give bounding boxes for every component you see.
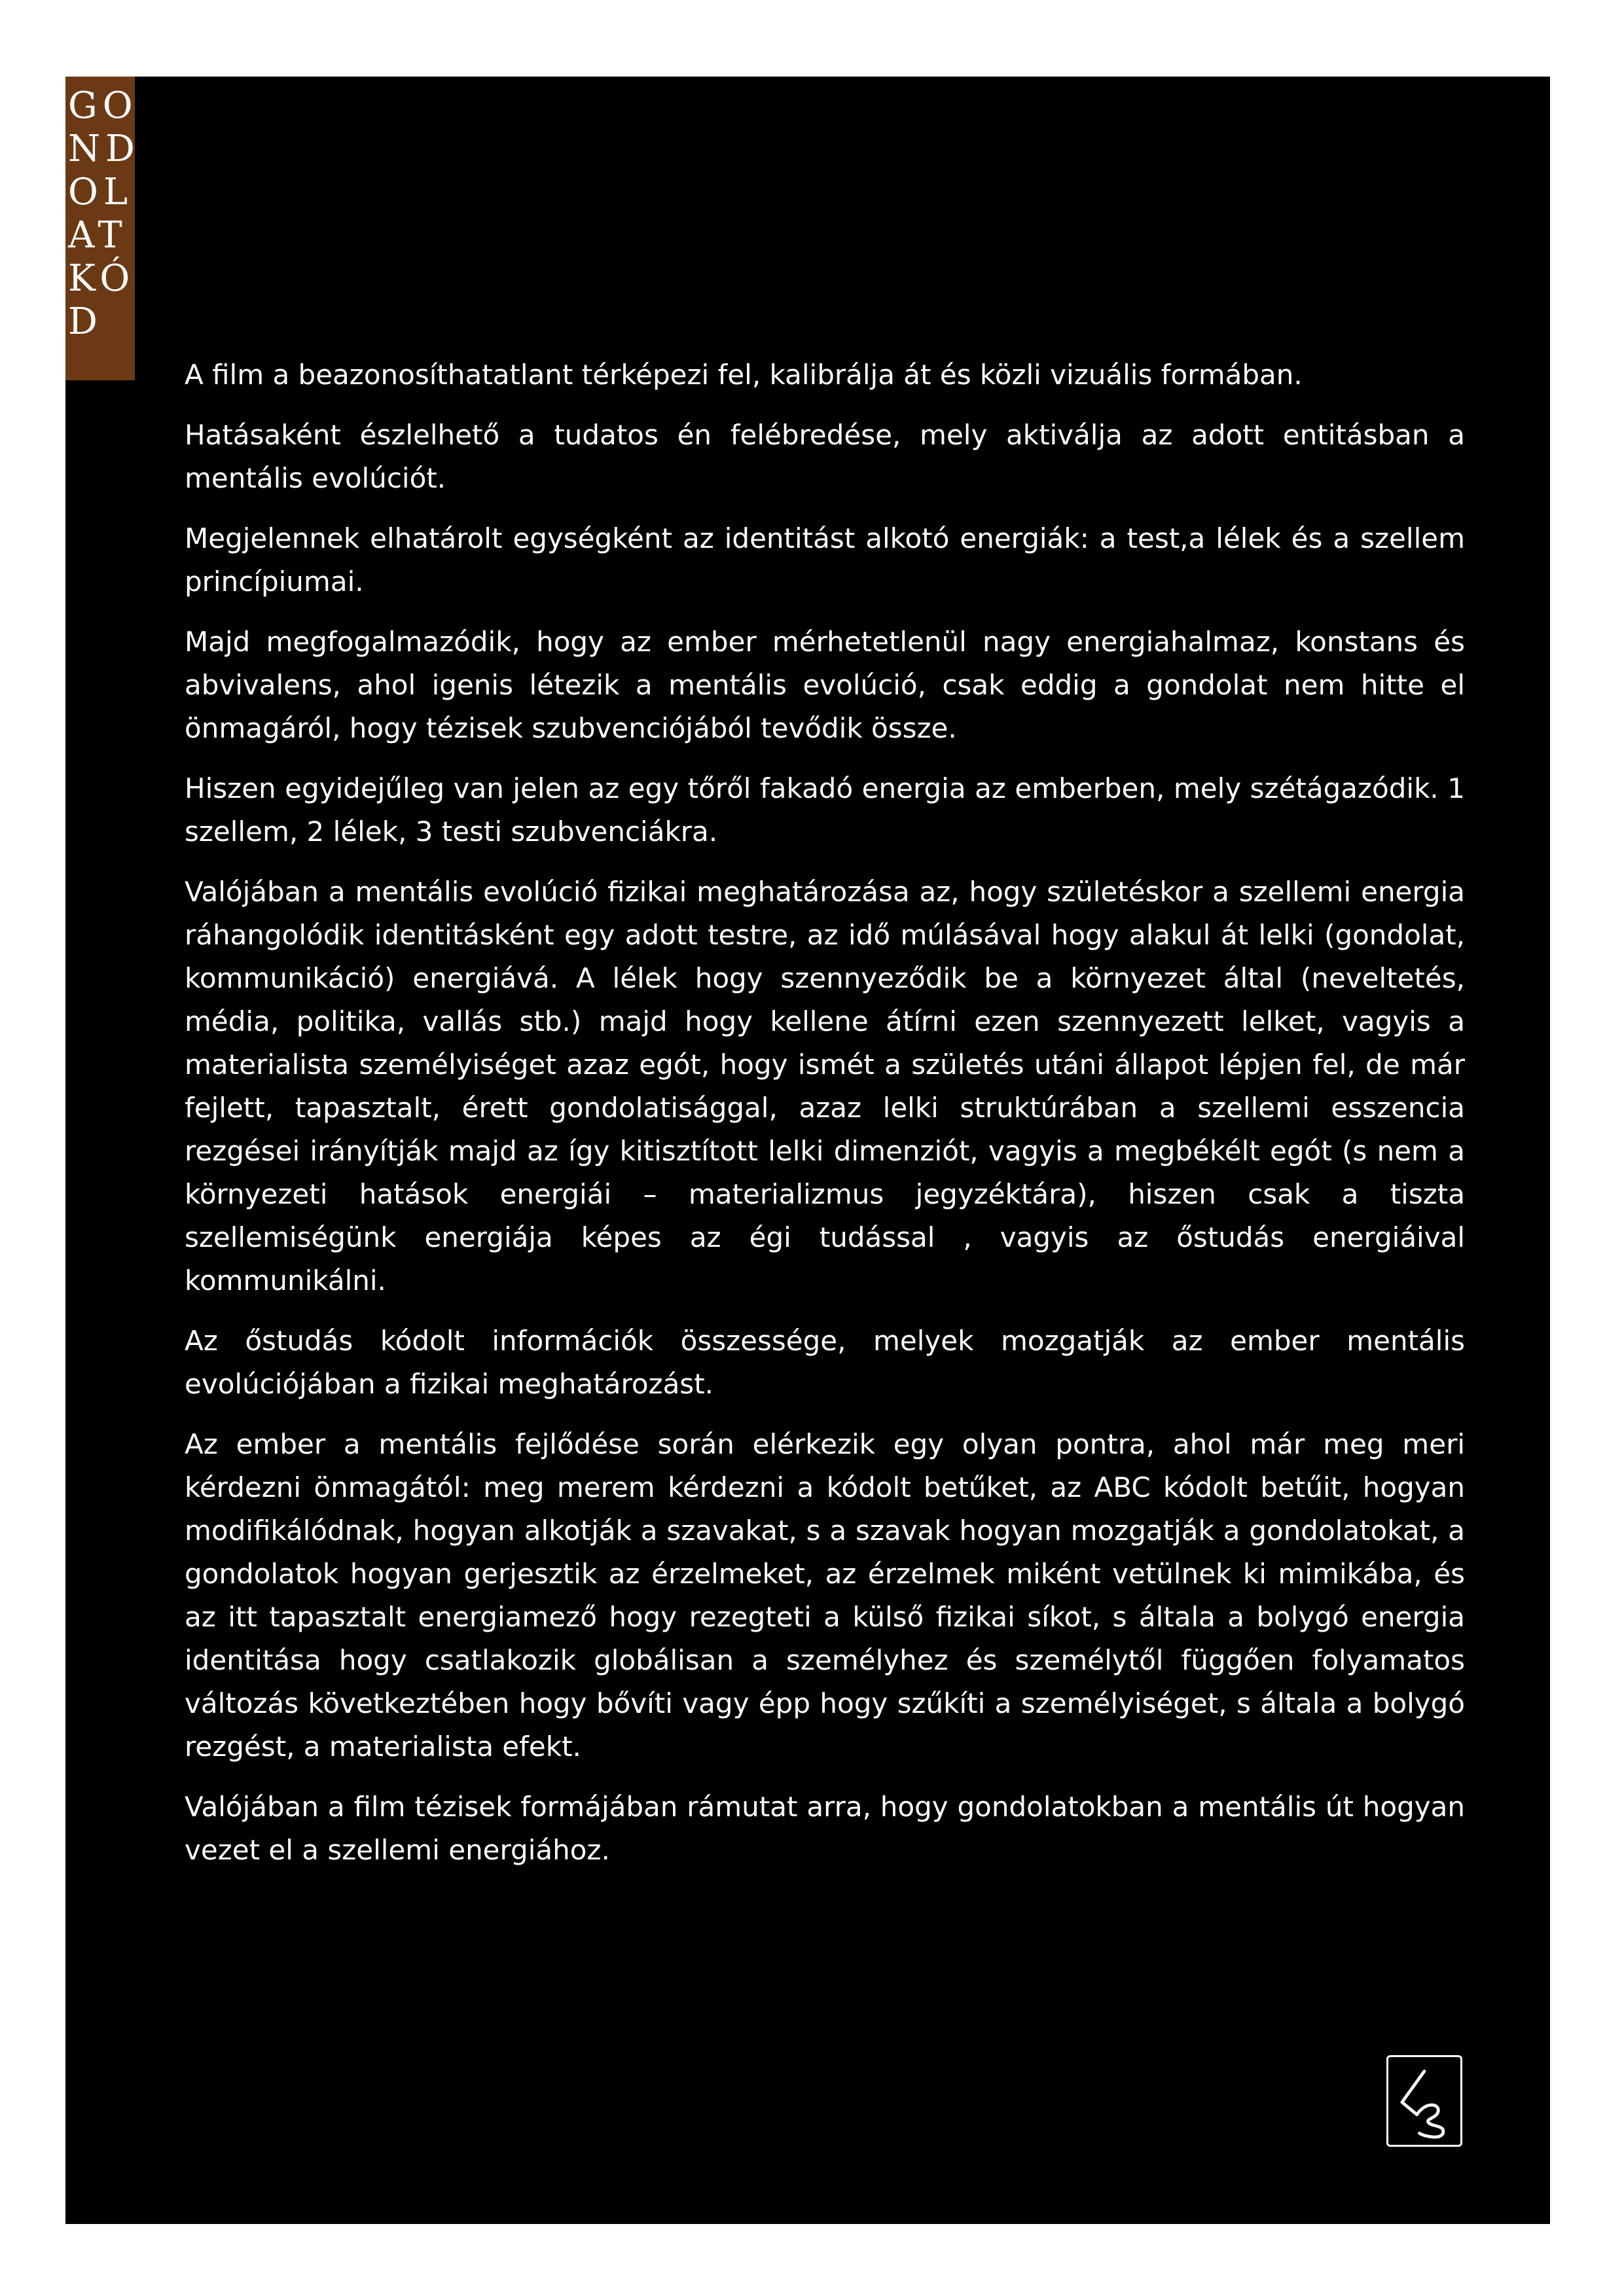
paragraph: Megjelennek elhatárolt egységként az identitást alkotó energiák: a test,a lélek és a szellem princípiumai. — [185, 522, 1465, 598]
title-line: AT — [68, 214, 128, 257]
paragraph: Hatásaként észlelhető a tudatos én felébredése, mely aktiválja az adott entitásban a mentális evolúciót. — [185, 419, 1465, 494]
paragraph: Valójában a mentális evolúció fizikai meghatározása az, hogy születéskor a szellemi energia ráhangolódik identitásként egy adott testre, az idő múlásával hogy alakul át lelki (gondolat, kommunikáció) energiává. A lélek hogy szennyeződik be a környezet által (neveltetés, média, politika, vallás stb.) majd hogy kellene átírni ezen szennyezett lelket, vagyis a materialista személyiséget azaz egót, hogy ismét a születés utáni állapot lépjen fel, de már fejlett, tapasztalt, érett gondolatisággal, azaz lelki struktúrában a szellemi esszencia rezgései irányítják majd az így kitisztított lelki dimenziót, vagyis a megbékélt egót (s nem a környezeti hatások energiái – materializmus jegyzéktára), hiszen csak a tiszta szellemiségünk energiája képes az égi tudással , vagyis az őstudás energiáival kommunikálni. — [185, 876, 1465, 1297]
title-line: ND — [68, 128, 140, 170]
paragraph: Az ember a mentális fejlődése során elérkezik egy olyan pontra, ahol már meg meri kérdezni önmagától: meg merem kérdezni a kódolt betűket, az ABC kódolt betűit, hogyan modifikálódnak, hogyan alkotják a szavakat, s a szavak hogyan mozgatják a gondolatokat, a gondolatok hogyan gerjesztik az érzelmeket, az érzelmek miként vetülnek ki mimikába, és az itt tapasztalt energiamező hogy rezegteti a külső fizikai síkot, s általa a bolygó energia identitása hogy csatlakozik globálisan a személyhez és személytől függően folyamatos változás következtében hogy bővíti vagy épp hogy szűkíti a személyiséget, s általa a bolygó rezgést, a materialista efekt. — [185, 1428, 1465, 1763]
title-line: GO — [68, 84, 138, 127]
title-line: KÓ — [68, 257, 135, 300]
title-tab — [65, 77, 140, 380]
title-line: OL — [68, 171, 134, 213]
title-line: D — [68, 300, 103, 343]
body-text — [185, 353, 1465, 1889]
paragraph: Hiszen egyidejűleg van jelen az egy tőről fakadó energia az emberben, mely szétágazódik. 1 szellem, 2 lélek, 3 testi szubvenciákra. — [185, 772, 1465, 848]
signature-logo-icon — [1386, 2055, 1462, 2147]
paragraph: Az őstudás kódolt információk összessége, melyek mozgatják az ember mentális evolúciójában a fizikai meghatározást. — [185, 1325, 1465, 1400]
paragraph: Majd megfogalmazódik, hogy az ember mérhetetlenül nagy energiahalmaz, konstans és abvivalens, ahol igenis létezik a mentális evolúció, csak eddig a gondolat nem hitte el önmagáról, hogy tézisek szubvenciójából tevődik össze. — [185, 626, 1465, 744]
paragraph: A film a beazonosíthatatlant térképezi fel, kalibrálja át és közli vizuális formában. — [185, 359, 1303, 391]
paragraph: Valójában a film tézisek formájában rámutat arra, hogy gondolatokban a mentális út hogyan vezet el a szellemi energiához. — [185, 1791, 1465, 1866]
